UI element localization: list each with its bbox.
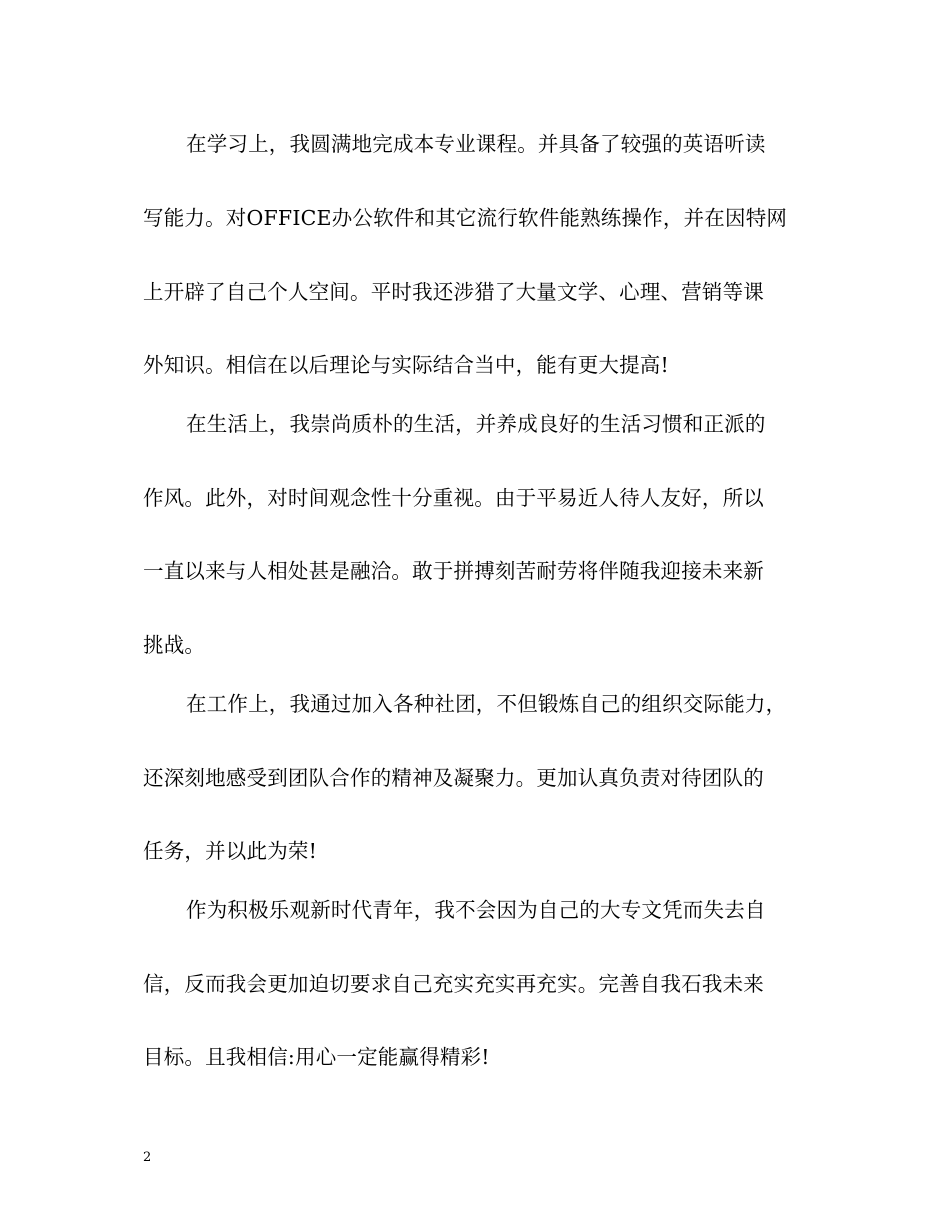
paragraph-3-line-1: 在工作上，我通过加入各种社团，不但锻炼自己的组织交际能力， <box>186 692 787 716</box>
paragraph-2-line-3: 一直以来与人相处甚是融洽。敢于拼搏刻苦耐劳将伴随我迎接未来新 <box>143 559 764 583</box>
paragraph-2-line-1: 在生活上，我崇尚质朴的生活，并养成良好的生活习惯和正派的 <box>186 412 766 436</box>
paragraph-4-line-2: 信，反而我会更加迫切要求自己充实充实再充实。完善自我石我未来 <box>143 972 764 996</box>
paragraph-1-line-1: 在学习上，我圆满地完成本专业课程。并具备了较强的英语听读 <box>186 132 766 156</box>
paragraph-3-line-3: 任务，并以此为荣! <box>143 839 318 863</box>
paragraph-4-line-3: 目标。且我相信:用心一定能赢得精彩! <box>143 1045 490 1069</box>
page-number: 2 <box>143 1150 152 1165</box>
paragraph-3-line-2: 还深刻地感受到团队合作的精神及凝聚力。更加认真负责对待团队的 <box>143 766 764 790</box>
paragraph-1-line-4: 外知识。相信在以后理论与实际结合当中，能有更大提高! <box>143 353 669 377</box>
paragraph-2-line-4: 挑战。 <box>143 633 206 657</box>
paragraph-2-line-2: 作风。此外，对时间观念性十分重视。由于平易近人待人友好，所以 <box>143 486 764 510</box>
paragraph-1-line-2: 写能力。对OFFICE办公软件和其它流行软件能熟练操作，并在因特网 <box>143 206 788 230</box>
paragraph-4-line-1: 作为积极乐观新时代青年，我不会因为自己的大专文凭而失去自 <box>186 898 766 922</box>
paragraph-1-line-3: 上开辟了自己个人空间。平时我还涉猎了大量文学、心理、营销等课 <box>143 280 764 304</box>
